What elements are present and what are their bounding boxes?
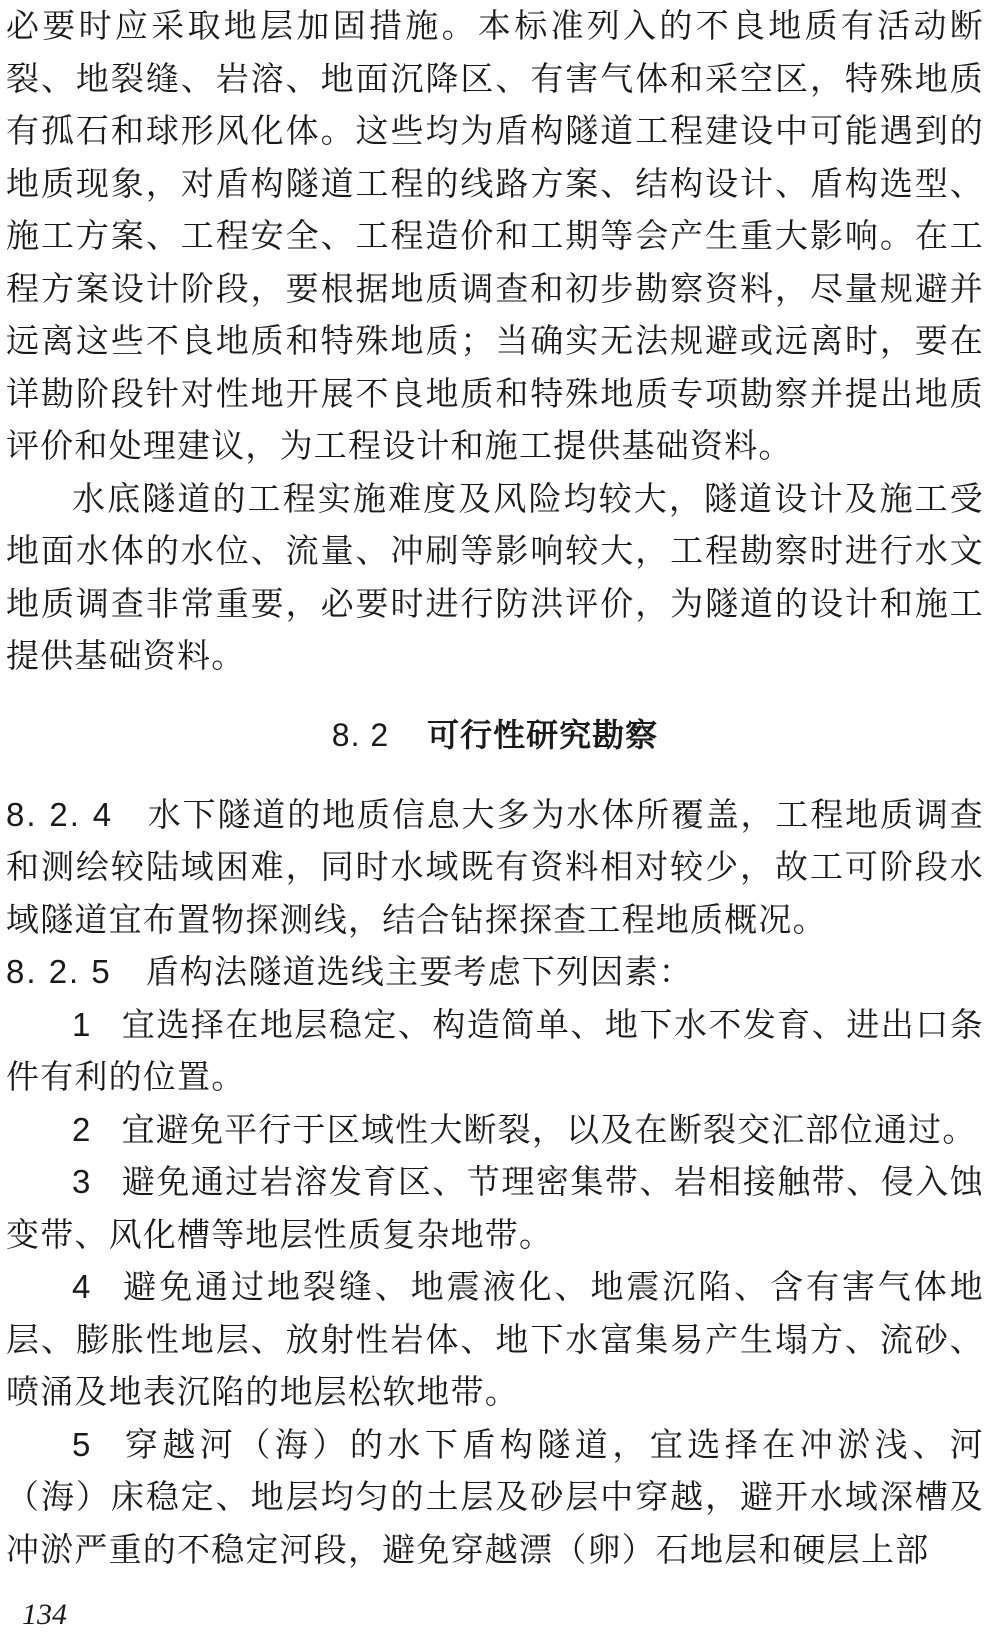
clause-number: 8. 2. 4 bbox=[6, 795, 114, 833]
list-item-1 bbox=[6, 999, 984, 1104]
document-page bbox=[6, 0, 984, 1576]
body-paragraph-2: 水底隧道的工程实施难度及风险均较大，隧道设计及施工受地面水体的水位、流量、冲刷等影响较大，工程勘察时进行水文地质调查非常重要，必要时进行防洪评价，为隧道的设计和施工提供基础资料。 bbox=[6, 478, 984, 675]
item-number: 5 bbox=[72, 1425, 92, 1463]
section-number: 8. 2 bbox=[331, 716, 390, 753]
item-text: 避免通过岩溶发育区、节理密集带、岩相接触带、侵入蚀变带、风化槽等地层性质复杂地带。 bbox=[6, 1162, 984, 1254]
clause-text: 盾构法隧道选线主要考虑下列因素： bbox=[145, 952, 693, 991]
section-title: 可行性研究勘察 bbox=[427, 715, 659, 754]
item-text: 避免通过地裂缝、地震液化、地震沉陷、含有害气体地层、膨胀性地层、放射性岩体、地下水富集易产生塌方、流砂、喷涌及地表沉陷的地层松软地带。 bbox=[6, 1267, 984, 1411]
item-text: 穿越河（海）的水下盾构隧道，宜选择在冲淤浅、河（海）床稳定、地层均匀的土层及砂层中穿越，避开水域深槽及冲淤严重的不稳定河段，避免穿越漂（卵）石地层和硬层上部 bbox=[6, 1424, 984, 1569]
list-item-2 bbox=[6, 1104, 984, 1157]
spacer bbox=[6, 683, 984, 709]
page-number: 134 bbox=[22, 1598, 67, 1631]
clause-8-2-4 bbox=[6, 789, 984, 947]
list-item-5 bbox=[6, 1419, 984, 1577]
item-number: 1 bbox=[72, 1005, 92, 1043]
item-number: 3 bbox=[72, 1163, 92, 1200]
list-item-4 bbox=[6, 1261, 984, 1419]
item-number: 4 bbox=[72, 1268, 92, 1305]
body-paragraph-1: 必要时应采取地层加固措施。本标准列入的不良地质有活动断裂、地裂缝、岩溶、地面沉降区、有害气体和采空区，特殊地质有孤石和球形风化体。这些均为盾构隧道工程建设中可能遇到的地质现象，对盾构隧道工程的线路方案、结构设计、盾构选型、施工方案、工程安全、工程造价和工期等会产生重大影响。在工程方案设计阶段，要根据地质调查和初步勘察资料，尽量规避并远离这些不良地质和特殊地质；当确实无法规避或远离时，要在详勘阶段针对性地开展不良地质和特殊地质专项勘察并提出地质评价和处理建议，为工程设计和施工提供基础资料。 bbox=[6, 6, 984, 465]
item-text: 宜避免平行于区域性大断裂，以及在断裂交汇部位通过。 bbox=[121, 1109, 977, 1149]
section-heading bbox=[6, 709, 984, 761]
item-number: 2 bbox=[72, 1110, 92, 1148]
item-text: 宜选择在地层稳定、构造简单、地下水不发育、进出口条件有利的位置。 bbox=[6, 1004, 984, 1096]
list-item-3 bbox=[6, 1156, 984, 1261]
spacer bbox=[6, 761, 984, 789]
clause-8-2-5 bbox=[6, 946, 984, 999]
clause-number: 8. 2. 5 bbox=[6, 953, 112, 990]
clause-text: 水下隧道的地质信息大多为水体所覆盖，工程地质调查和测绘较陆域困难，同时水域既有资料相对较少，故工可阶段水域隧道宜布置物探测线，结合钻探探查工程地质概况。 bbox=[6, 794, 984, 939]
